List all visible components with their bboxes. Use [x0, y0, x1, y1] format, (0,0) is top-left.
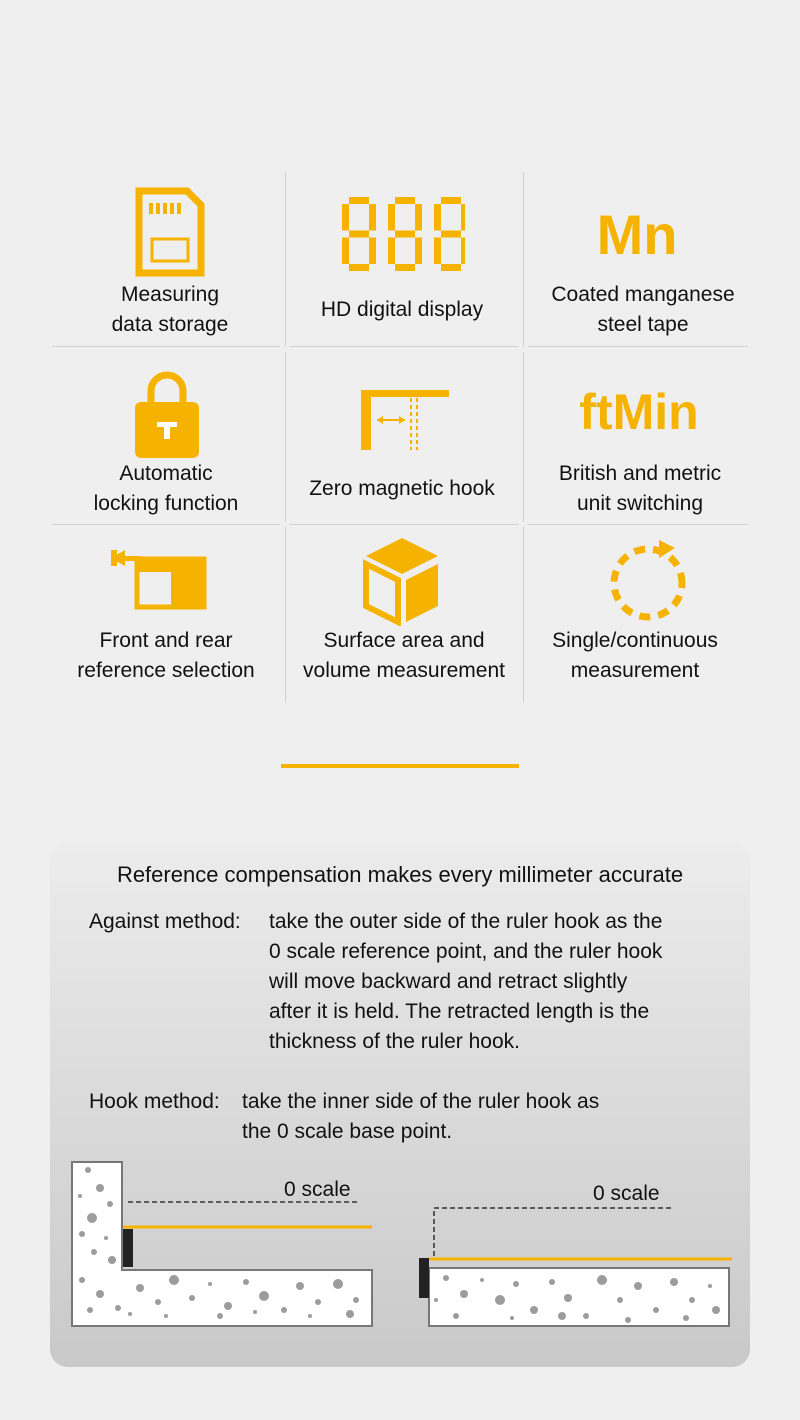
circular-arrow-icon [602, 536, 694, 626]
zero-scale-label: 0 scale [284, 1178, 351, 1201]
grid-divider [52, 524, 280, 525]
feature-grid [52, 172, 748, 702]
feature-label: Measuring data storage [111, 283, 229, 336]
against-method-lead: Against method: [89, 910, 241, 933]
against-method-text [89, 907, 729, 1057]
section-divider-bar [281, 764, 519, 768]
against-method-diagram [70, 1160, 375, 1330]
mn-text-icon: Mn [596, 203, 678, 266]
grid-divider [290, 524, 518, 525]
ftmin-text-icon: ftMin [579, 384, 699, 440]
zero-scale-label: 0 scale [593, 1182, 660, 1205]
sd-card-icon [130, 186, 210, 278]
grid-divider [528, 346, 748, 347]
against-method-body: take the outer side of the ruler hook as the 0 scale reference point, and the ruler hook will move backward and retract slightly after it is held. The retracted length is the thickness of the ruler hook. [269, 910, 663, 1053]
feature-label: Surface area and volume measurement [303, 629, 505, 682]
grid-divider [52, 346, 280, 347]
hook-method-text [89, 1087, 729, 1147]
feature-label: Automatic locking function [93, 462, 239, 515]
lock-icon [132, 370, 202, 460]
magnetic-hook-icon [357, 386, 452, 452]
reference-selection-icon [107, 546, 207, 610]
feature-label: Zero magnetic hook [309, 477, 495, 500]
feature-label: Coated manganese steel tape [551, 283, 735, 336]
feature-label: HD digital display [320, 298, 484, 321]
cube-icon [357, 532, 447, 627]
feature-label: British and metric unit switching [558, 462, 722, 515]
hook-method-diagram [416, 1170, 734, 1332]
hook-method-body: take the inner side of the ruler hook as the 0 scale base point. [242, 1090, 600, 1143]
grid-divider [290, 346, 518, 347]
feature-label: Front and rear reference selection [77, 629, 255, 682]
feature-label: Single/continuous measurement [552, 629, 718, 682]
hook-method-lead: Hook method: [89, 1090, 220, 1113]
digital-888-icon [337, 194, 467, 274]
panel-title: Reference compensation makes every millimeter accurate [116, 862, 684, 887]
grid-divider [528, 524, 748, 525]
